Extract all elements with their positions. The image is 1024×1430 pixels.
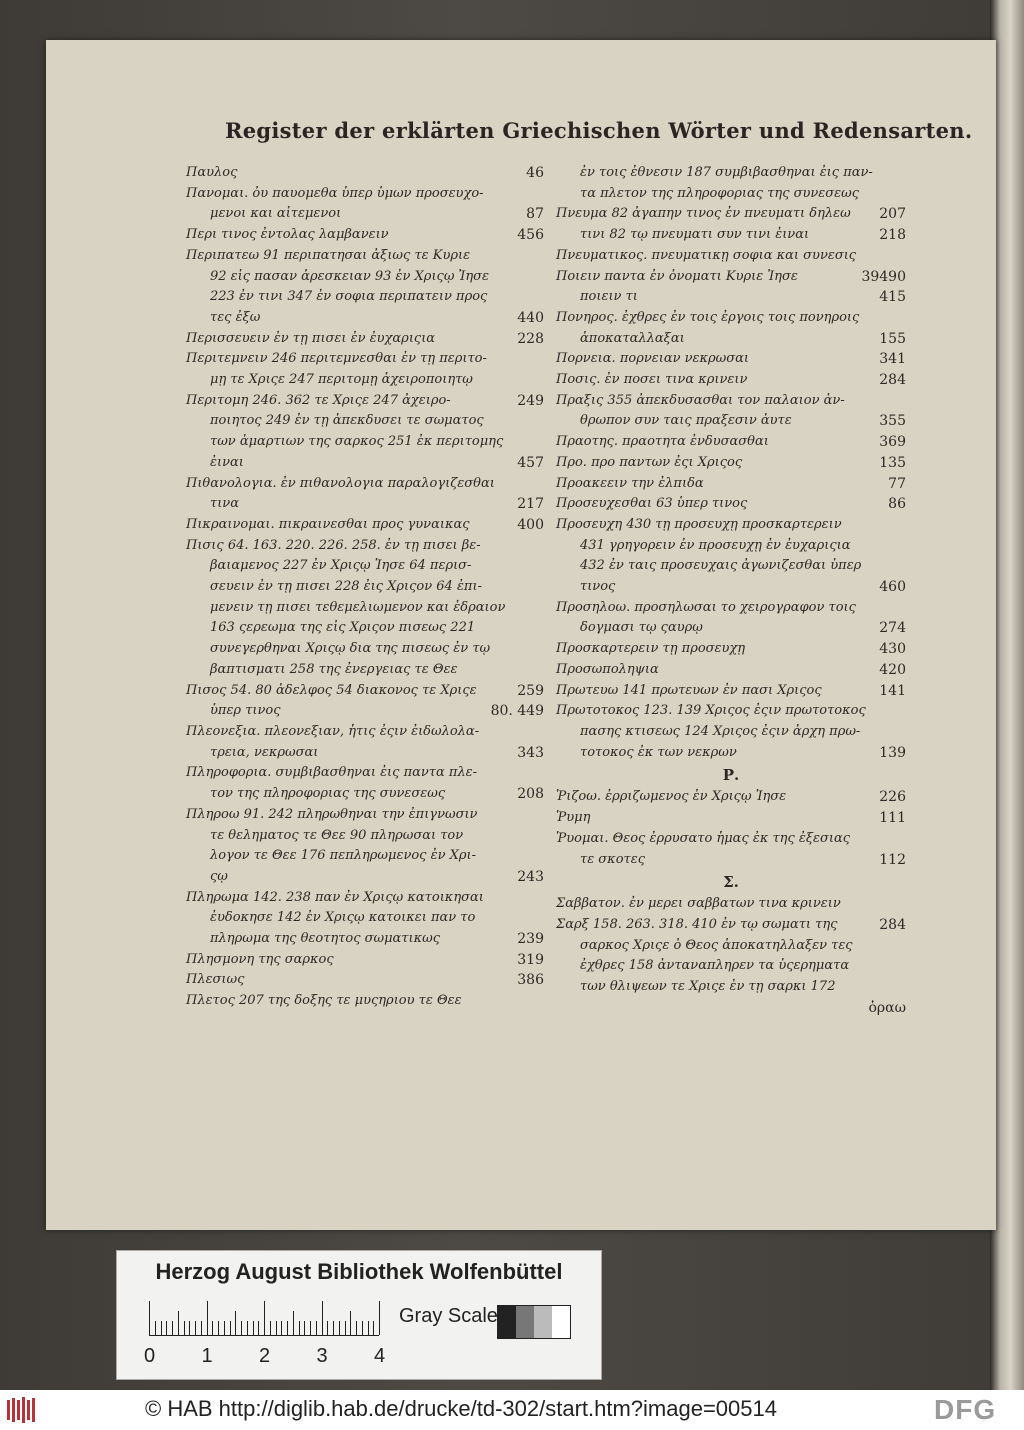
gray-scale-label: Gray Scale [399,1305,498,1327]
page-number: 440 [517,309,544,326]
ruler-tick [149,1301,150,1335]
index-entry [556,308,906,329]
entry-text: Προσωποληψια [556,661,659,677]
scale-number: 2 [259,1345,271,1367]
page-number: 135 [879,454,906,471]
index-entry [186,556,544,577]
page-number: 369 [879,434,906,451]
index-entry [556,411,906,432]
section-letter: Σ. [723,873,739,892]
index-entry [556,743,906,764]
page-number: 239 [517,931,544,948]
ruler-tick [356,1321,357,1335]
index-entry [556,246,906,267]
footer-url: © HAB http://diglib.hab.de/drucke/td-302/start.htm?image=00514 [145,1396,777,1421]
index-entry [556,577,906,598]
entry-text: ἐν τοις ἐθνεσιν 187 συμβιβασθηναι ἐις παν- [580,165,873,180]
index-entry [186,867,544,888]
ruler-tick [276,1321,277,1335]
entry-text: Σαρξ 158. 263. 318. 410 ἐν τῳ σωματι της [556,916,838,932]
entry-text: Ῥυμη [556,810,591,826]
entry-text: ἐυδοκησε 142 ἐν Χριςῳ κατοικει παν το [210,910,476,926]
index-entry [186,743,544,764]
entry-text: Πρωτοτοκος 123. 139 Χριςος ἐςιν πρωτοτοκος [556,703,866,719]
page-number: 415 [879,289,906,306]
entry-text: τα πλετον της πληροφοριας της συνεσεως [580,185,859,201]
library-reference-card [116,1250,602,1380]
page-number: 394 [861,268,889,285]
page-number: 218 [879,227,906,244]
entry-text: 163 ςερεωμα της εἰς Χριςον πισεως 221 [210,620,476,636]
entry-text: τον της πληροφοριας της συνεσεως [210,786,446,802]
entry-text: Πνευματικος. πνευματικῃ σοφια και συνεσις [556,247,857,263]
ruler-tick [368,1321,369,1335]
index-entry [556,453,906,474]
entry-text: τε σκοτες [580,851,645,867]
index-entry [186,287,544,308]
entry-text: Πνευμα 82 ἀγαπην τινος ἐν πνευματι δηλεω [556,206,851,222]
entry-text: Περιτεμνειν 246 περιτεμνεσθαι ἐν τῃ περιτο- [186,351,487,367]
gray-scale-swatches [497,1305,571,1339]
entry-text: μενειν τῃ πισει τεθεμελιωμενον και ἑδραιον [210,599,506,615]
index-entry [556,432,906,453]
page-number: 139 [879,744,906,761]
footer-bar [0,1390,1024,1430]
index-entry [556,370,906,391]
page-number: 400 [517,516,544,533]
entry-text: Πικραινομαι. πικραινεσθαι προς γυναικας [186,516,470,532]
index-entry [556,556,906,577]
ruler-tick [253,1321,254,1335]
entry-text: Παυλος [186,165,238,180]
index-entry [186,515,544,536]
index-entry [556,267,906,288]
entry-text: ποιειν τι [580,289,638,305]
index-entry [556,163,906,184]
index-entry [556,287,906,308]
page-number: 208 [517,786,544,803]
entry-text: ἐιναι [210,454,244,470]
entry-text: βαιαμενος 227 ἐν Χριςῳ Ἰησε 64 περισ- [210,558,472,574]
ruler-tick [235,1311,236,1335]
page-number: 155 [879,330,906,347]
entry-text: Πληροω 91. 242 πληρωθηναι την ἐπιγνωσιν [186,806,478,822]
entry-text: σευειν ἐν τῃ πισει 228 ἐις Χριςον 64 ἐπι- [210,579,482,595]
ruler-tick [333,1321,334,1335]
entry-text: τες ἐξω [210,309,261,325]
gray-swatch-light [534,1306,552,1338]
entry-text: πασης κτισεως 124 Χριςος ἐςιν ἀρχη πρω- [580,723,861,739]
entry-text: Πλεονεξια. πλεονεξιαν, ἡτις ἐςιν ἐιδωλολα- [186,723,480,739]
index-entry [556,515,906,536]
library-name: Herzog August Bibliothek Wolfenbüttel [155,1259,563,1284]
page-number: 457 [517,454,544,471]
index-entry [186,308,544,329]
section-letter: Ρ. [722,766,740,785]
entry-text: Σαββατον. ἐν μερει σαββατων τινα κρινειν [556,896,841,912]
ruler-tick [178,1311,179,1335]
index-entry [186,329,544,350]
scale-number: 4 [374,1345,386,1367]
entry-text: Προσευχεσθαι 63 ὑπερ τινος [556,496,748,512]
entry-text: Πλετος 207 της δοξης τε μυςηριου τε Θεε [186,993,462,1009]
index-entry [186,494,544,515]
entry-text: Πισος 54. 80 ἀδελφος 54 διακονος τε Χριςε [186,682,477,698]
entry-text: Πληροφορια. συμβιβασθηναι ἐις παντα πλε- [186,765,478,781]
entry-text: Προσευχη 430 τῃ προσευχῃ προσκαρτερειν [556,516,842,532]
index-entry [556,829,906,850]
index-entry [556,329,906,350]
index-entry [186,805,544,826]
index-entry [186,618,544,639]
index-entry [186,536,544,557]
page-number: 319 [517,951,544,968]
page-number: 80. 449 [490,703,544,720]
entry-text: Πραοτης. πραοτητα ἐνδυσασθαι [556,434,769,450]
scale-number: 3 [316,1345,328,1367]
hab-logo-icon [6,1396,40,1424]
index-entry [186,784,544,805]
ruler-tick [379,1301,380,1335]
index-entry [556,618,906,639]
entry-text: Πανομαι. ὀυ παυομεθα ὑπερ ὑμων προσευχο- [186,185,484,201]
ruler-tick [184,1321,185,1335]
ruler-tick [247,1321,248,1335]
ruler-tick [201,1321,202,1335]
index-entry [186,474,544,495]
entry-text: Προακεειν την ἐλπιδα [556,475,704,491]
page-number: 90 [888,268,906,285]
index-entry [186,970,544,991]
index-entry [556,598,906,619]
index-entry [556,349,906,370]
entry-text: Ῥιζοω. ἐρριζωμενος ἐν Χριςῳ Ἰησε [556,789,787,805]
entry-text: Περι τινος ἐντολας λαμβανειν [186,227,389,243]
index-entry [556,894,906,915]
index-entry [556,850,906,871]
page-number: 460 [879,579,906,596]
scale-number: 0 [144,1345,156,1367]
entry-text: Περισσευειν ἐν τῃ πισει ἐν ἐυχαριςια [186,330,436,346]
ruler-tick [224,1321,225,1335]
index-entry [186,826,544,847]
ruler-tick [322,1301,323,1335]
scale-number: 1 [201,1345,213,1367]
index-entry [186,267,544,288]
page-number: 259 [517,682,544,699]
entry-text: τοτοκος ἐκ των νεκρων [580,744,737,760]
page-number: 341 [879,351,906,368]
index-entry [186,846,544,867]
entry-text: βαπτισματι 258 της ἐνεργειας τε Θεε [210,661,458,677]
right-column [556,163,906,1018]
entry-text: Πορνεια. πορνειαν νεκρωσαι [556,351,750,367]
page-number: 274 [879,620,906,637]
entry-text: ςῳ [210,868,228,884]
entry-text: τε θεληματος τε Θεε 90 πληρωσαι τον [210,827,464,843]
entry-text: των ἁμαρτιων της σαρκος 251 ἐκ περιτομης [210,434,504,450]
entry-text: δογμασι τῳ ςαυρῳ [580,620,703,636]
entry-text: 432 ἐν ταις προσευχαις ἀγωνιζεσθαι ὑπερ [580,558,862,574]
index-entry [556,915,906,936]
index-entry [556,787,906,808]
entry-text: Περιπατεω 91 περιπατησαι ἀξιως τε Κυριε [186,247,471,263]
ruler-tick [339,1321,340,1335]
entry-text: σαρκος Χριςε ὁ Θεος ἀποκατηλλαξεν τες [580,937,853,953]
index-entry [186,888,544,909]
entry-text: ἀποκαταλλαξαι [580,330,685,346]
index-entry [186,639,544,660]
entry-text: ἐχθρες 158 ἀνταναπληρεν τα ὑςερηματα [580,958,850,974]
entry-text: 223 ἐν τινι 347 ἐν σοφια περιπατειν προς [210,289,488,305]
entry-text: Προσκαρτερειν τῃ προσευχῃ [556,641,746,657]
index-entry [556,956,906,977]
page-number: 77 [888,475,906,492]
entry-text: ὑπερ τινος [210,703,281,719]
entry-text: Πλεσιως [186,972,245,988]
index-entry [556,681,906,702]
page-number: 111 [879,810,906,827]
index-entry [186,701,544,722]
entry-text: τινος [580,579,616,595]
index-entry [556,936,906,957]
index-entry [556,977,906,998]
ruler-tick [212,1321,213,1335]
entry-text: Προσηλοω. προσηλωσαι το χειρογραφον τοις [556,599,856,615]
entry-text: Πισις 64. 163. 220. 226. 258. ἐν τῃ πισει βε- [186,537,481,553]
left-column [186,163,544,1012]
ruler-tick [287,1321,288,1335]
page-number: 86 [888,496,906,513]
entry-text: πληρωμα της θεοτητος σωματικως [210,931,441,947]
index-entry [556,722,906,743]
entry-text: μῃ τε Χριςε 247 περιτομῃ ἀχειροποιητῳ [210,372,473,388]
entry-text: Πονηρος. ἐχθρες ἐν τοις ἐργοις τοις πονηροις [556,309,860,325]
ruler-tick [207,1301,208,1335]
ruler-tick [316,1321,317,1335]
index-entry [556,184,906,205]
ruler-tick [345,1321,346,1335]
cm-scale-ruler [149,1301,379,1336]
page-number: 249 [517,392,544,409]
page-number: 420 [879,661,906,678]
page-number: 46 [526,165,544,181]
entry-text: των θλιψεων τε Χριςε ἐν τῃ σαρκι 172 [580,979,836,995]
ruler-tick [270,1321,271,1335]
ruler-tick [264,1301,265,1335]
index-entry [556,639,906,660]
page-number: 284 [879,916,906,933]
page-number: 243 [517,868,544,885]
index-entry [556,494,906,515]
ruler-tick [195,1321,196,1335]
ruler-tick [189,1321,190,1335]
page-number: 141 [879,682,906,699]
entry-text: Πλησμονη της σαρκος [186,951,334,967]
ruler-tick [350,1311,351,1335]
ruler-tick [161,1321,162,1335]
page-number: 217 [517,496,544,513]
page-number: 228 [517,330,544,347]
index-entry [186,722,544,743]
ruler-tick [241,1321,242,1335]
entry-text: Ποιειν παντα ἐν ὀνοματι Κυριε Ἰησε [556,268,798,284]
entry-text: μενοι και αἰτεμενοι [210,206,342,222]
index-entry [186,391,544,412]
ruler-tick [166,1321,167,1335]
entry-text: Περιτομη 246. 362 τε Χριςε 247 ἀχειρο- [186,392,451,408]
index-entry [186,184,544,205]
index-entry [186,991,544,1012]
page-number: 284 [879,372,906,389]
ruler-tick [281,1321,282,1335]
index-entry [556,536,906,557]
index-entry [186,929,544,950]
page-number: 386 [517,972,544,989]
index-entry [556,660,906,681]
entry-text: 92 εἰς πασαν ἀρεσκειαν 93 ἐν Χριςῳ Ἰησε [210,268,489,284]
entry-text: ποιητος 249 ἐν τῃ ἀπεκδυσει τε σωματος [210,413,484,429]
index-entry [186,246,544,267]
ruler-tick [310,1321,311,1335]
entry-text: τινα [210,496,239,512]
page-number: 112 [879,851,906,868]
ruler-tick [293,1311,294,1335]
index-entry [556,474,906,495]
entry-text: Ῥυομαι. Θεος ἐρρυσατο ἡμας ἐκ της ἐξεσιας [556,830,851,846]
page-number: 343 [517,744,544,761]
page-number: 430 [879,641,906,658]
index-entry [186,577,544,598]
page-heading: Register der erklärten Griechischen Wörter und Redensarten. [225,118,973,143]
ruler-tick [155,1321,156,1335]
ruler-tick [258,1321,259,1335]
entry-text: Πρωτευω 141 πρωτευων ἐν πασι Χριςος [556,682,822,698]
dfg-logo: DFG [934,1394,997,1425]
page-number: 87 [526,206,544,223]
index-entry [186,432,544,453]
index-entry [556,701,906,722]
entry-text: Ποσις. ἐν ποσει τινα κρινειν [556,372,748,388]
index-entry [186,204,544,225]
entry-text: τρεια, νεκρωσαι [210,744,319,760]
page-number: 456 [517,227,544,244]
page-number: ὁραω [868,999,906,1016]
index-entry [186,681,544,702]
entry-text: τινι 82 τῳ πνευματι συν τινι ἐιναι [580,227,810,243]
entry-text: Πραξις 355 ἀπεκδυσασθαι τον παλαιον ἀν- [556,392,845,408]
index-entry [186,763,544,784]
index-entry [186,908,544,929]
gray-swatch-white [552,1306,570,1338]
entry-text: 431 γρηγορειν ἐν προσευχῃ ἐν ἐυχαριςια [580,537,851,553]
page-number: 207 [879,206,906,223]
ruler-tick [373,1321,374,1335]
entry-text: λογον τε Θεε 176 πεπληρωμενος ἐν Χρι- [210,848,476,864]
entry-text: Πιθανολογια. ἐν πιθανολογια παραλογιζεσθαι [186,475,495,491]
index-entry [186,370,544,391]
entry-text: συνεγερθηναι Χριςῳ δια της πισεως ἐν τῳ [210,641,491,657]
page-number: 226 [879,789,906,806]
index-entry [186,225,544,246]
index-entry [556,225,906,246]
entry-text: θρωπον συν ταις πραξεσιν ἀυτε [580,413,792,429]
ruler-tick [304,1321,305,1335]
index-entry [186,411,544,432]
ruler-tick [327,1321,328,1335]
index-entry [556,808,906,829]
index-entry [186,349,544,370]
gray-swatch-mid [516,1306,534,1338]
index-entry [186,950,544,971]
index-entry [186,660,544,681]
ruler-tick [172,1321,173,1335]
index-entry [186,453,544,474]
index-entry [556,204,906,225]
index-entry [556,391,906,412]
ruler-tick [218,1321,219,1335]
entry-text: Πληρωμα 142. 238 παν ἐν Χριςῳ κατοικησαι [186,889,484,905]
gray-swatch-black [498,1306,516,1338]
ruler-tick [362,1321,363,1335]
entry-text: Προ. προ παντων ἐςι Χριςος [556,454,743,470]
page-number: 355 [879,413,906,430]
ruler-tick [230,1321,231,1335]
index-entry [186,163,544,184]
ruler-tick [299,1321,300,1335]
index-entry [186,598,544,619]
